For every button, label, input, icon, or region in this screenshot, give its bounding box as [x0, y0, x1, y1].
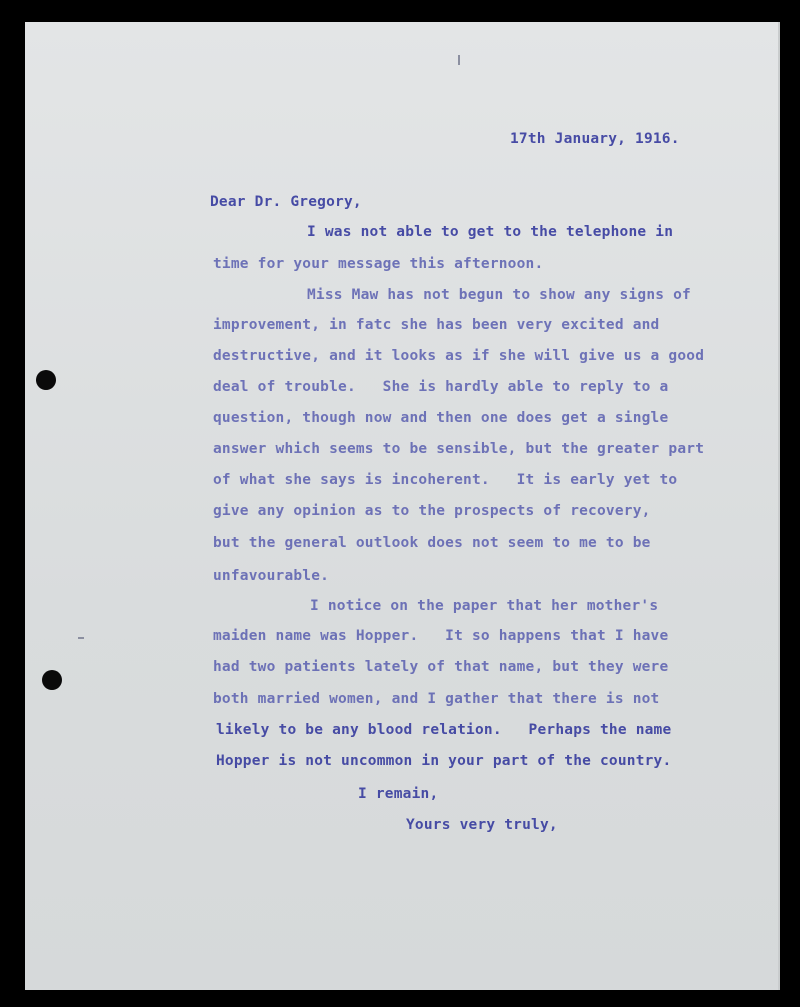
letter-line: Miss Maw has not begun to show any signs of — [307, 287, 691, 303]
letter-line: maiden name was Hopper. It so happens that I have — [213, 628, 669, 644]
letter-line: question, though now and then one does get a single — [213, 410, 669, 426]
letter-line: improvement, in fatc she has been very excited and — [213, 317, 660, 333]
letter-date: 17th January, 1916. — [510, 131, 680, 147]
punch-hole — [36, 370, 56, 390]
letter-line: destructive, and it looks as if she will give us a good — [213, 348, 705, 364]
letter-closing: I remain, — [358, 786, 439, 802]
letter-line: unfavourable. — [213, 568, 330, 584]
letter-closing: Yours very truly, — [406, 817, 558, 833]
letter-line: deal of trouble. She is hardly able to reply to a — [213, 379, 669, 395]
letter-line: answer which seems to be sensible, but the greater part — [213, 441, 705, 457]
punch-hole — [42, 670, 62, 690]
paper-mark — [458, 55, 460, 65]
letter-line: both married women, and I gather that there is not — [213, 691, 660, 707]
letter-salutation: Dear Dr. Gregory, — [210, 194, 362, 210]
letter-line: but the general outlook does not seem to me to be — [213, 535, 651, 551]
letter-line: give any opinion as to the prospects of recovery, — [213, 503, 651, 519]
paper-mark — [78, 637, 84, 639]
letter-line: likely to be any blood relation. Perhaps the name — [216, 722, 672, 738]
letter-line: of what she says is incoherent. It is early yet to — [213, 472, 678, 488]
letter-line: had two patients lately of that name, but they were — [213, 659, 669, 675]
letter-line: I was not able to get to the telephone in — [307, 224, 674, 240]
letter-line: time for your message this afternoon. — [213, 256, 544, 272]
letter-line: Hopper is not uncommon in your part of the country. — [216, 753, 672, 769]
letter-line: I notice on the paper that her mother's — [310, 598, 659, 614]
